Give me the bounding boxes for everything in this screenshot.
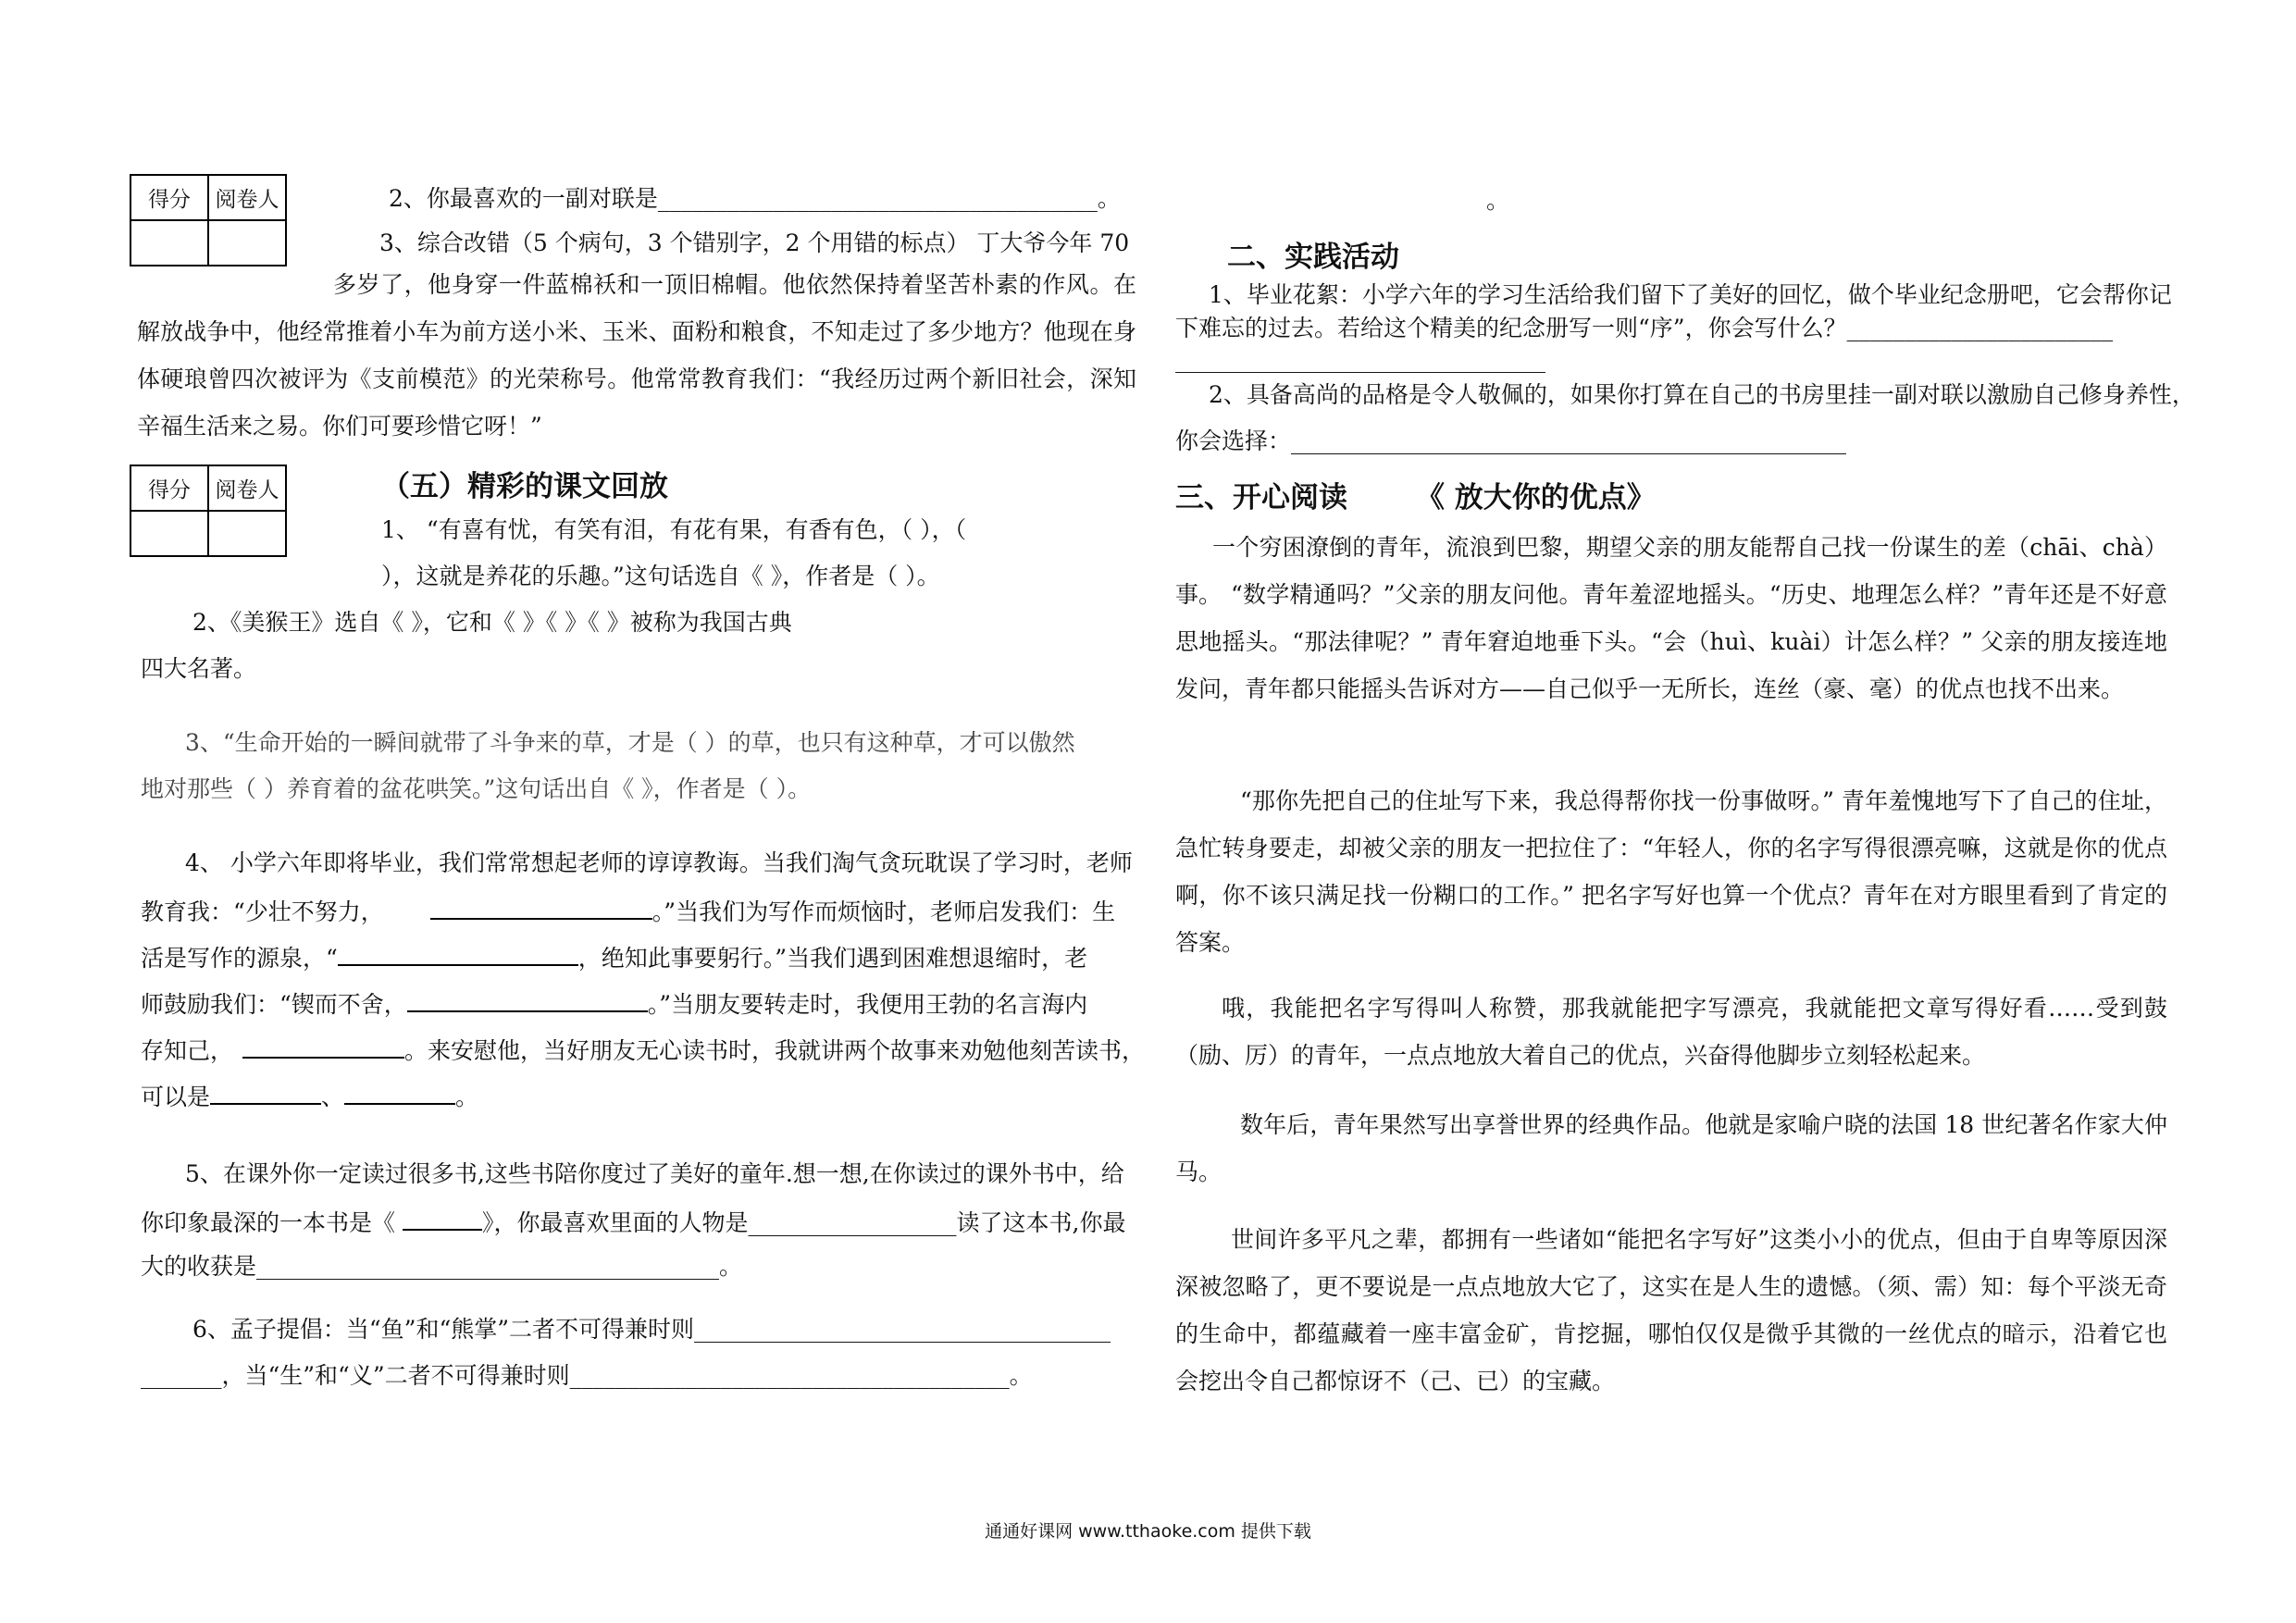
s5-q5-line2 bbox=[141, 1205, 1125, 1239]
blank-line[interactable] bbox=[344, 1079, 455, 1105]
blank-line[interactable] bbox=[430, 894, 652, 920]
blank-line[interactable] bbox=[403, 1205, 482, 1231]
score-cell[interactable] bbox=[130, 220, 208, 266]
blank-line[interactable] bbox=[242, 1033, 404, 1059]
reading-paragraph-4: 哦，我能把名字写得叫人称赞，那我就能把字写漂亮，我就能把文章写得好看……受到鼓（励、厉）的青年，一点点地放大着自己的优点，兴奋得他脚步立刻轻松起来。 bbox=[1175, 995, 2167, 1069]
footer-source: 通通好课网 www.tthaoke.com 提供下载 bbox=[985, 1521, 1311, 1542]
s5-q5-line3: 大的收获是________________________________________。 bbox=[141, 1253, 743, 1280]
section-5-title: （五）精彩的课文回放 bbox=[381, 470, 668, 503]
s5-q6-line1: 6、孟子提倡：当“鱼”和“熊掌”二者不可得兼时则____________________________________ bbox=[192, 1316, 1111, 1343]
question-2: 2、你最喜欢的一副对联是______________________________________。 bbox=[389, 185, 1121, 212]
grader-label: 阅卷人 bbox=[208, 175, 286, 220]
s5-q1-line2: ），这就是养花的乐趣。”这句话选自《 》，作者是（ ）。 bbox=[381, 563, 940, 589]
s5-q4-text: 、 bbox=[321, 1084, 345, 1110]
blank-line[interactable] bbox=[407, 986, 648, 1012]
reading-paragraph-5: 数年后，青年果然写出享誉世界的经典作品。他就是家喻户晓的法国 18 世纪著名作家大仲马。 bbox=[1175, 1111, 2167, 1185]
top-period: 。 bbox=[1486, 187, 1510, 214]
s5-q4-text: ，绝知此事要躬行。”当我们遇到困难想退缩时，老 bbox=[577, 945, 1088, 972]
s5-q3-line1: 3、“生命开始的一瞬间就带了斗争来的草，才是（ ）的草，也只有这种草，才可以傲然 bbox=[185, 729, 1075, 756]
reading-title: 《 放大你的优点》 bbox=[1416, 481, 1656, 514]
score-label: 得分 bbox=[130, 465, 208, 511]
s5-q4-text: 存知己， bbox=[141, 1037, 234, 1064]
s5-q5-text: 》，你最喜欢里面的人物是__________________读了这本书,你最 bbox=[482, 1209, 1126, 1236]
question-3-title: 3、综合改错（5 个病句，3 个错别字，2 个用错的标点） 丁大爷今年 70 bbox=[379, 229, 1130, 256]
s5-q4-line5 bbox=[141, 1033, 1145, 1067]
grader-cell[interactable] bbox=[208, 220, 286, 266]
s5-q4-line4 bbox=[141, 986, 1087, 1021]
s5-q5-text: 你印象最深的一本书是《 bbox=[141, 1209, 396, 1236]
s5-q4-text: 。来安慰他，当好朋友无心读书时，我就讲两个故事来劝勉他刻苦读书， bbox=[404, 1037, 1146, 1064]
grader-label: 阅卷人 bbox=[208, 465, 286, 511]
s5-q4-line3 bbox=[141, 940, 1087, 974]
s5-q4-text: 活是写作的源泉，“ bbox=[141, 945, 338, 972]
s5-q4-text: 。 bbox=[455, 1084, 479, 1110]
s5-q4-text: 。”当我们为写作而烦恼时，老师启发我们：生 bbox=[652, 898, 1116, 925]
reading-paragraph-1: 一个穷困潦倒的青年，流浪到巴黎，期望父亲的朋友能帮自己找一份谋生的差（chāi、chà）事。 bbox=[1175, 534, 2167, 608]
grader-cell[interactable] bbox=[208, 511, 286, 556]
section-2-title: 二、实践活动 bbox=[1227, 241, 1399, 274]
s2-q1-line2: 下难忘的过去。若给这个精美的纪念册写一则“序”，你会写什么？_______________________ bbox=[1175, 315, 2114, 341]
s5-q2-line1: 2、《美猴王》选自《 》，它和《 》《 》《 》被称为我国古典 bbox=[192, 609, 792, 636]
s5-q4-line2 bbox=[141, 894, 1115, 928]
score-box-1 bbox=[130, 174, 287, 266]
s5-q4-text: 可以是 bbox=[141, 1084, 211, 1110]
s5-q4-line1: 4、 小学六年即将毕业，我们常常想起老师的谆谆教诲。当我们淘气贪玩耽误了学习时，老师 bbox=[185, 849, 1133, 876]
s5-q6-line2: _______，当“生”和“义”二者不可得兼时则______________________________________。 bbox=[141, 1362, 1033, 1389]
s5-q4-line6 bbox=[141, 1079, 478, 1113]
s5-q4-text: 。”当朋友要转走时，我便用王勃的名言海内 bbox=[647, 991, 1088, 1018]
s5-q2-line2: 四大名著。 bbox=[141, 655, 257, 682]
s2-q1-line1: 1、毕业花絮：小学六年的学习生活给我们留下了美好的回忆，做个毕业纪念册吧，它会帮你记 bbox=[1209, 281, 2172, 308]
reading-paragraph-3: “那你先把自己的住址写下来，我总得帮你找一份事做呀。” 青年羞愧地写下了自己的住址，急忙转身要走，却被父亲的朋友一把拉住了：“年轻人，你的名字写得很漂亮嘛，这就是你的优点啊，你不该只满足找一份糊口的工作。” 把名字写好也算一个优点？青年在对方眼里看到了肯定的答案。 bbox=[1175, 787, 2167, 956]
s2-q2-line1: 2、具备高尚的品格是令人敬佩的，如果你打算在自己的书房里挂一副对联以激励自己修身养性， bbox=[1209, 381, 2195, 408]
score-label: 得分 bbox=[130, 175, 208, 220]
s5-q1-line1: 1、 “有喜有忧，有笑有泪，有花有果，有香有色，（ ），（ bbox=[381, 516, 967, 543]
reading-paragraph-6: 世间许多平凡之辈，都拥有一些诸如“能把名字写好”这类小小的优点，但由于自卑等原因深深被忽略了，更不要说是一点点地放大它了，这实在是人生的遗憾。（须、需）知：每个平淡无奇的生命中，都蕴藏着一座丰富金矿，肯挖掘，哪怕仅仅是微乎其微的一丝优点的暗示，沿着它也会挖出令自己都惊讶不（己、已）的宝藏。 bbox=[1175, 1226, 2167, 1394]
blank-line[interactable] bbox=[210, 1079, 321, 1105]
score-cell[interactable] bbox=[130, 511, 208, 556]
s2-q2-line2: 你会选择：________________________________________________ bbox=[1175, 427, 1847, 454]
reading-paragraph-2: “数学精通吗？”父亲的朋友问他。青年羞涩地摇头。“历史、地理怎么样？”青年还是不好意思地摇头。“那法律呢？” 青年窘迫地垂下头。“会（huì、kuài）计怎么样？” 父亲的朋友接连地发问，青年都只能摇头告诉对方——自己似乎一无所长，连丝（豪、毫）的优点也找不出来。 bbox=[1175, 581, 2167, 702]
question-3-body: 多岁了，他身穿一件蓝棉袄和一顶旧棉帽。他依然保持着坚苦朴素的作风。在解放战争中，他经常推着小车为前方送小米、玉米、面粉和粮食，不知走过了多少地方？他现在身体硬琅曾四次被评为《支前模范》的光荣称号。他常常教育我们：“我经历过两个新旧社会，深知辛福生活来之易。你们可要珍惜它呀！” bbox=[137, 271, 1136, 440]
s5-q5-line1: 5、在课外你一定读过很多书,这些书陪你度过了美好的童年.想一想,在你读过的课外书中，给 bbox=[185, 1160, 1124, 1187]
s5-q3-line2: 地对那些（ ）养育着的盆花哄笑。”这句话出自《 》，作者是（ ）。 bbox=[141, 775, 812, 802]
blank-line[interactable] bbox=[338, 940, 578, 966]
s5-q4-text: 师鼓励我们：“锲而不舍， bbox=[141, 991, 407, 1018]
s5-q4-text: 教育我：“少壮不努力， bbox=[141, 898, 384, 925]
section-3-title: 三、开心阅读 bbox=[1175, 481, 1347, 514]
score-box-2 bbox=[130, 465, 287, 557]
s2-q1-line3: ________________________________ bbox=[1175, 346, 1545, 373]
